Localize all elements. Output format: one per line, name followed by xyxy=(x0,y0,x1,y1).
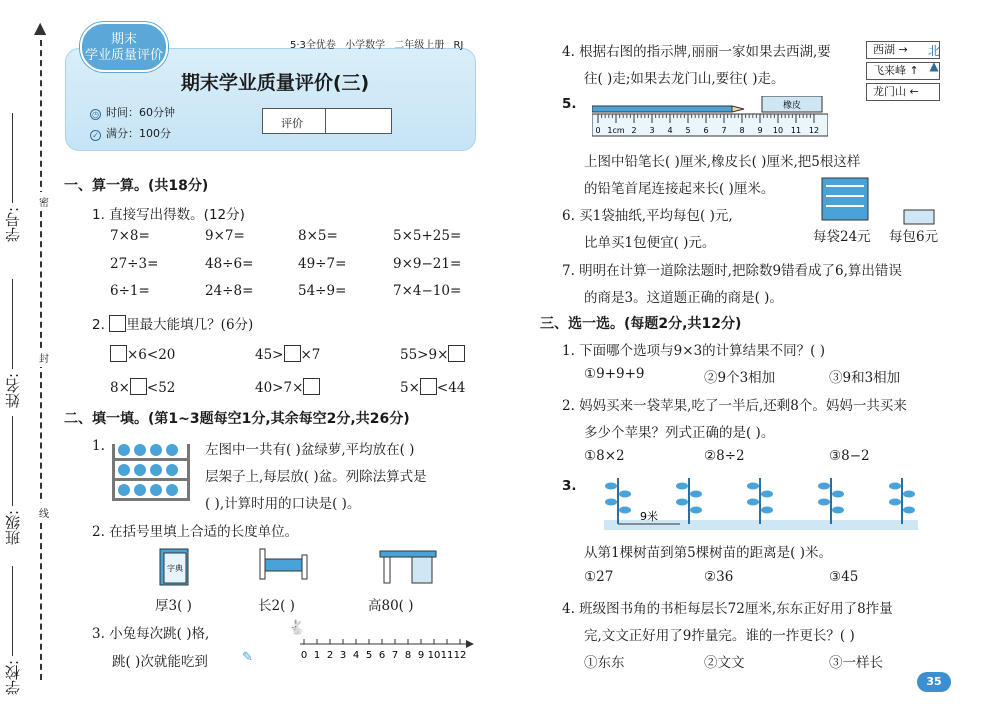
tree-gap-label: 9米 xyxy=(640,510,658,523)
fill-1-line-2: 层架子上,每层放( )盆。列除法算式是 xyxy=(205,469,427,485)
carrot-icon: ✎ xyxy=(242,650,253,665)
ruler-label: 3 xyxy=(649,126,655,135)
number-line-label: 11 xyxy=(440,650,454,661)
calc-item: 7×8= xyxy=(110,228,150,244)
choice-4-option-3[interactable]: ③一样长 xyxy=(829,655,883,671)
page-number: 35 xyxy=(917,672,951,692)
evaluation-label: 评价 xyxy=(281,117,303,130)
rocket-icon: ▲ xyxy=(34,18,47,37)
section-1-heading: 一、算一算。(共18分) xyxy=(64,178,209,194)
choice-4-option-1[interactable]: ①东东 xyxy=(584,655,625,671)
number-line-label: 3 xyxy=(339,650,347,661)
price-per-pack: 每包6元 xyxy=(889,229,939,245)
question-2-4-line-1: 4. 根据右图的指示牌,丽丽一家如果去西湖,要 xyxy=(562,44,831,60)
class-field[interactable] xyxy=(2,395,32,545)
ruler-label: 6 xyxy=(703,126,709,135)
answer-box[interactable] xyxy=(284,345,301,362)
name-label: 姓名: xyxy=(4,372,22,408)
choice-4-line-1: 4. 班级图书角的书柜每层长72厘米,东东正好用了8拃量 xyxy=(562,601,893,617)
question-2-6-line-2: 比单买1包便宜( )元。 xyxy=(584,235,716,251)
choice-1-option-3[interactable]: ③9和3相加 xyxy=(829,370,901,386)
choice-3-option-2[interactable]: ②36 xyxy=(704,569,734,585)
number-line-label: 8 xyxy=(404,650,412,661)
question-2-7-line-2: 的商是3。这道题正确的商是( )。 xyxy=(584,290,783,306)
exam-badge: 期末 学业质量评价 xyxy=(80,22,168,72)
north-label: 北 xyxy=(928,44,941,58)
number-line-label: 0 xyxy=(300,650,308,661)
time-text: 时间：60分钟 xyxy=(106,106,175,119)
question-2-5-line-1: 上图中铅笔长( )厘米,橡皮长( )厘米,把5根这样 xyxy=(584,154,861,170)
question-2-5-line-2: 的铅笔首尾连接起来长( )厘米。 xyxy=(584,181,775,197)
box-item: ×6<20 xyxy=(110,345,175,363)
plant-shelf-illustration xyxy=(110,440,192,502)
page-title: 期末学业质量评价(三) xyxy=(180,72,370,94)
choice-2-option-1[interactable]: ①8×2 xyxy=(584,448,625,464)
score-info xyxy=(90,125,171,141)
ruler-illustration xyxy=(592,96,828,140)
evaluation-box[interactable] xyxy=(262,108,392,134)
student-id-label: 学号: xyxy=(4,206,22,242)
cut-word-line: 线 xyxy=(39,503,49,522)
question-1-1: 1. 直接写出得数。(12分) xyxy=(92,207,245,223)
ruler-label: 12 xyxy=(808,126,820,135)
question-1-2: 2. 里最大能填几？(6分) xyxy=(92,317,254,333)
number-line-label: 2 xyxy=(326,650,334,661)
calc-item: 9×7= xyxy=(205,228,245,244)
ruler-label: 7 xyxy=(721,126,727,135)
number-line-label: 5 xyxy=(365,650,373,661)
ruler-label: 10 xyxy=(772,126,784,135)
fill-1-number: 1. xyxy=(92,438,105,454)
calc-item: 49÷7= xyxy=(298,256,347,272)
answer-box[interactable] xyxy=(110,345,127,362)
sign-feilai-peak: 飞来峰 ↑ xyxy=(866,62,940,80)
tree-sapling xyxy=(818,478,844,524)
unit-height: 高80( ) xyxy=(368,598,414,614)
choice-1-option-2[interactable]: ②9个3相加 xyxy=(704,370,776,386)
ruler-label: 11 xyxy=(790,126,802,135)
pencil xyxy=(592,106,732,112)
choice-2-option-3[interactable]: ③8−2 xyxy=(829,448,870,464)
check-icon: ✓ xyxy=(90,130,101,141)
number-line-label: 4 xyxy=(352,650,360,661)
rabbit-icon: 🐇 xyxy=(288,620,306,636)
eraser-label: 橡皮 xyxy=(782,101,802,111)
tree-sapling xyxy=(889,478,915,524)
clock-icon: ◷ xyxy=(90,109,101,120)
number-line-label: 9 xyxy=(417,650,425,661)
question-2-7-line-1: 7. 明明在计算一道除法题时,把除数9错看成了6,算出错误 xyxy=(562,263,902,279)
choice-3-option-1[interactable]: ①27 xyxy=(584,569,614,585)
number-line-label: 6 xyxy=(378,650,386,661)
box-item: 5× <44 xyxy=(400,380,466,396)
choice-3-question: 从第1棵树苗到第5棵树苗的距离是( )米。 xyxy=(584,545,833,561)
calc-item: 27÷3= xyxy=(110,256,159,272)
cut-word-seal: 密 xyxy=(39,192,49,211)
number-line-label: 10 xyxy=(427,650,441,661)
choice-3-number: 3. xyxy=(562,478,577,494)
tree-sapling xyxy=(676,478,702,524)
fill-1-line-1: 左图中一共有( )盆绿萝,平均放在( ) xyxy=(205,442,415,458)
choice-2-option-2[interactable]: ②8÷2 xyxy=(704,448,745,464)
unit-thickness: 厚3( ) xyxy=(155,598,192,614)
fill-3-line-2: 跳( )次就能吃到 xyxy=(112,654,208,670)
tree-sapling xyxy=(605,478,631,524)
class-label: 班级: xyxy=(4,509,22,545)
dictionary-icon xyxy=(158,545,192,587)
fill-3-line-1: 3. 小兔每次跳( )格, xyxy=(92,626,210,642)
tissue-pack-icon xyxy=(902,206,936,226)
score-text: 满分：100分 xyxy=(106,127,171,140)
calc-item: 6÷1= xyxy=(110,283,150,299)
series-line: 5·3全优卷 小学数学 二年级上册 RJ xyxy=(290,40,464,51)
north-indicator xyxy=(928,42,940,73)
name-field[interactable] xyxy=(2,258,32,408)
time-info xyxy=(90,104,175,120)
answer-box[interactable] xyxy=(130,378,147,395)
cut-word-close: 封 xyxy=(39,348,49,367)
question-2-6-line-1: 6. 买1袋抽纸,平均每包( )元, xyxy=(562,208,733,224)
answer-box[interactable] xyxy=(303,378,320,395)
tree-sapling xyxy=(747,478,773,524)
school-field[interactable] xyxy=(2,545,32,695)
sign-longmen-mountain: 龙门山 ← xyxy=(866,83,940,101)
fill-2: 2. 在括号里填上合适的长度单位。 xyxy=(92,524,299,540)
section-3-heading: 三、选一选。(每题2分,共12分) xyxy=(540,316,742,332)
choice-1-question: 1. 下面哪个选项与9×3的计算结果不同？( ) xyxy=(562,343,825,359)
dictionary-label: 字典 xyxy=(167,564,183,573)
calc-item: 7×4−10= xyxy=(393,283,462,299)
sign-west-lake: 西湖 → xyxy=(866,41,940,59)
box-item: 55>9× xyxy=(400,345,465,363)
choice-2-line-2: 多少个苹果？列式正确的是( )。 xyxy=(584,425,775,441)
bed-icon xyxy=(258,545,308,583)
choice-3-option-3[interactable]: ③45 xyxy=(829,569,859,585)
number-line xyxy=(298,628,476,668)
north-arrow-icon: ▲ xyxy=(929,59,939,73)
box-item: 8× <52 xyxy=(110,380,176,396)
ruler-label: 9 xyxy=(757,126,763,135)
number-line-label: 7 xyxy=(391,650,399,661)
box-item: 45> ×7 xyxy=(255,347,321,363)
fill-1-line-3: ( ),计算时用的口诀是( )。 xyxy=(205,496,361,512)
unit-length: 长2( ) xyxy=(258,598,295,614)
number-line-label: 1 xyxy=(313,650,321,661)
number-line-label: 12 xyxy=(453,650,467,661)
answer-box[interactable] xyxy=(109,315,126,332)
ruler-label: 1cm xyxy=(607,126,625,135)
ruler-label: 4 xyxy=(667,126,673,135)
question-2-5-number: 5. xyxy=(562,96,577,112)
school-label: 学校: xyxy=(4,659,22,695)
calc-item: 8×5= xyxy=(298,228,338,244)
calc-item: 5×5+25= xyxy=(393,228,462,244)
ruler-label: 2 xyxy=(631,126,637,135)
answer-box[interactable] xyxy=(448,345,465,362)
choice-4-option-2[interactable]: ②文文 xyxy=(704,655,745,671)
choice-2-line-1: 2. 妈妈买来一袋苹果,吃了一半后,还剩8个。妈妈一共买来 xyxy=(562,398,907,414)
calc-item: 48÷6= xyxy=(205,256,254,272)
choice-1-option-1[interactable]: ①9+9+9 xyxy=(584,366,645,382)
number-line-arrow xyxy=(466,640,474,648)
calc-item: 9×9−21= xyxy=(393,256,462,272)
ruler-label: 0 xyxy=(595,126,601,135)
ruler-label: 8 xyxy=(739,126,745,135)
student-id-field[interactable] xyxy=(2,92,32,242)
tree-row-illustration xyxy=(604,472,918,534)
calc-item: 54÷9= xyxy=(298,283,347,299)
question-1-2-text: 里最大能填几？(6分) xyxy=(126,317,254,333)
question-2-4-line-2: 往( )走;如果去龙门山,要往( )走。 xyxy=(584,71,785,87)
desk-icon xyxy=(378,545,438,585)
tissue-bag-icon xyxy=(820,174,870,222)
section-2-heading: 二、填一填。(第1~3题每空1分,其余每空2分,共26分) xyxy=(64,411,410,427)
choice-4-line-2: 完,文文正好用了9拃量完。谁的一拃更长？( ) xyxy=(584,628,855,644)
answer-box[interactable] xyxy=(420,378,437,395)
box-item: 40>7× xyxy=(255,378,320,396)
calc-item: 24÷8= xyxy=(205,283,254,299)
price-per-bag: 每袋24元 xyxy=(813,229,871,245)
ruler-label: 5 xyxy=(685,126,691,135)
